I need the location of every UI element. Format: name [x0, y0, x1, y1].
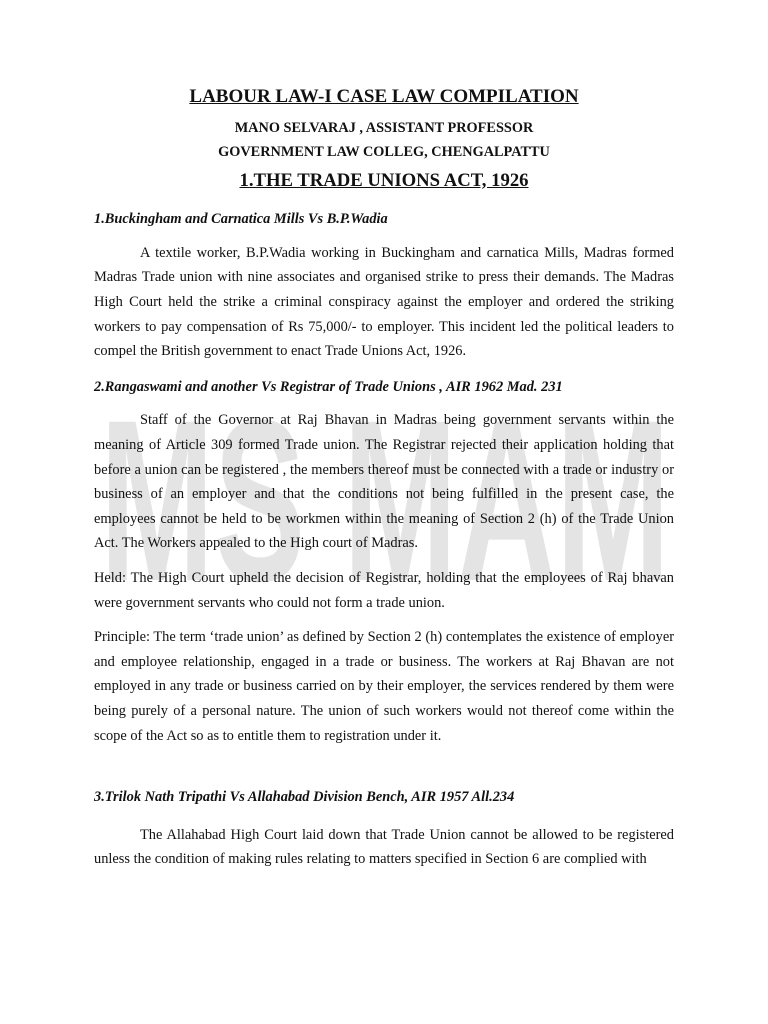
case-2 — [94, 378, 674, 748]
case-1 — [94, 210, 674, 364]
case-paragraph: The Allahabad High Court laid down that Trade Union cannot be allowed to be registered unless the condition of making rules relating to matters specified in Section 6 are complied with — [94, 826, 674, 868]
case-principle: Principle: The term ‘trade union’ as defined by Section 2 (h) contemplates the existence of employer and employee relationship, engaged in a trade or business. The workers at Raj Bhavan are not employed in any trade or business carried on by their employer, the services rendered by them were being purely of a personal nature. The union of such workers would not thereof come within the scope of the Act so as to entitle them to registration under it. — [94, 629, 674, 744]
case-3 — [94, 788, 674, 872]
case-heading: 1.Buckingham and Carnatica Mills Vs B.P.Wadia — [94, 211, 388, 227]
institution-line: GOVERNMENT LAW COLLEG, CHENGALPATTU — [218, 143, 550, 160]
case-paragraph: A textile worker, B.P.Wadia working in Buckingham and carnatica Mills, Madras formed Madras Trade union with nine associates and organised strike to press their demands. The Madras High Court held the strike a criminal conspiracy against the employer and ordered the striking workers to pay compensation of Rs 75,000/- to employer. This incident led the political leaders to compel the British government to enact Trade Unions Act, 1926. — [94, 244, 674, 360]
case-heading: 3.Trilok Nath Tripathi Vs Allahabad Division Bench, AIR 1957 All.234 — [94, 789, 515, 806]
author-line: MANO SELVARAJ , ASSISTANT PROFESSOR — [234, 119, 534, 136]
watermark-text: MS MAM — [100, 400, 670, 590]
case-heading: 2.Rangaswami and another Vs Registrar of Trade Unions , AIR 1962 Mad. 231 — [94, 378, 563, 395]
document-title: LABOUR LAW-I CASE LAW COMPILATION — [189, 86, 579, 107]
act-title: 1.THE TRADE UNIONS ACT, 1926 — [239, 169, 529, 191]
case-paragraph: Staff of the Governor at Raj Bhavan in Madras being government servants within the meaning of Article 309 formed Trade union. The Registrar rejected their application holding that before a union can be registered , the members thereof must be connected with a trade or industry or business of an employer and that the conditions not being fulfilled in the present case, the employees cannot be held to be workmen within the meaning of Section 2 (h) of the Trade Union Act. The Workers appealed to the High court of Madras. — [94, 412, 674, 552]
section-gap — [94, 756, 674, 788]
case-held: Held: The High Court upheld the decision of Registrar, holding that the employees of Raj bhavan were government servants who could not form a trade union. — [94, 569, 674, 611]
